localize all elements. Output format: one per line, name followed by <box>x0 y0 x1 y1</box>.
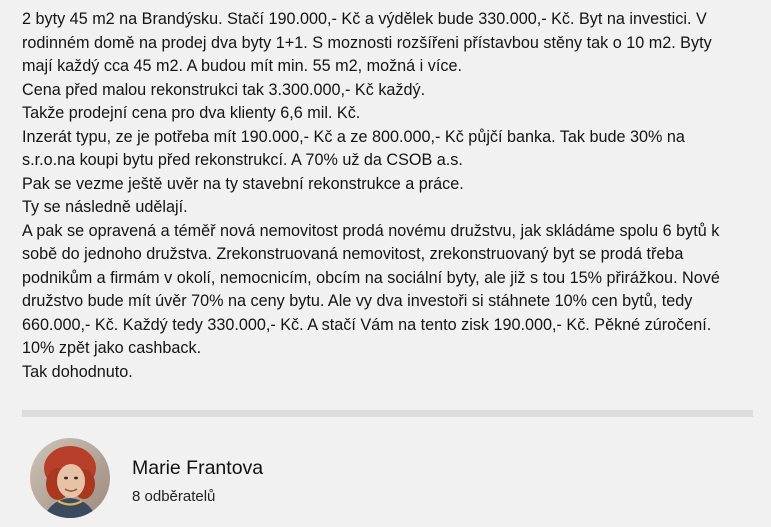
post-line: Ty se následně udělají. <box>22 198 188 216</box>
post-line: Cena před malou rekonstrukci tak 3.300.000,- Kč každý. <box>22 80 426 99</box>
post-line: A pak se opravená a téměř nová nemovitost prodá novému družstvu, jak skládáme spolu 6 bytů k <box>22 221 720 240</box>
post-line: 660.000,- Kč. Každý tedy 330.000,- Kč. A stačí Vám na tento zisk 190.000,- Kč. Pěkné zúročení. <box>22 315 712 334</box>
subscriber-count: 8 odběratelů <box>132 488 216 505</box>
post-line: sobě do jednoho družstva. Zrekonstruovaná nemovitost, zrekonstruovaný byt se prodá třeba <box>22 245 684 263</box>
post-separator <box>22 410 753 417</box>
post-line: Pak se vezme ještě uvěr na ty stavební rekonstrukce a práce. <box>22 174 464 193</box>
author-name[interactable]: Marie Frantova <box>132 457 264 479</box>
post-line: Tak dohodnuto. <box>22 362 133 381</box>
post-line: Takže prodejní cena pro dva klienty 6,6 mil. Kč. <box>22 104 361 122</box>
post-line: mají každý cca 45 m2. A budou mít min. 55 m2, možná i více. <box>22 57 462 75</box>
post-body <box>22 8 752 384</box>
post-line: 10% zpět jako cashback. <box>22 339 202 357</box>
post-line: družstvo bude mít úvěr 70% na ceny bytu. Ale vy dva investoři si stáhnete 10% cen bytů, tedy <box>22 292 693 310</box>
author-block <box>30 438 750 518</box>
post-line: Inzerát typu, ze je potřeba mít 190.000,- Kč a ze 800.000,- Kč půjčí banka. Tak bude 30% na <box>22 127 685 146</box>
post-card <box>8 0 763 527</box>
post-line: s.r.o.na koupi bytu před rekonstrukcí. A 70% už da CSOB a.s. <box>22 151 463 169</box>
user-avatar-photo-icon <box>30 438 110 518</box>
author-avatar[interactable] <box>30 438 110 518</box>
post-line: 2 byty 45 m2 na Brandýsku. Stačí 190.000,- Kč a výdělek bude 330.000,- Kč. Byt na investici. V <box>22 10 707 28</box>
post-line: podnikům a firmám v okolí, nemocnicím, obcím na sociální byty, ale již s tou 15% přirážkou. Nové <box>22 268 720 287</box>
post-line: rodinném domě na prodej dva byty 1+1. S moznosti rozšířeni přístavbou stěny tak o 10 m2. Byty <box>22 33 712 52</box>
